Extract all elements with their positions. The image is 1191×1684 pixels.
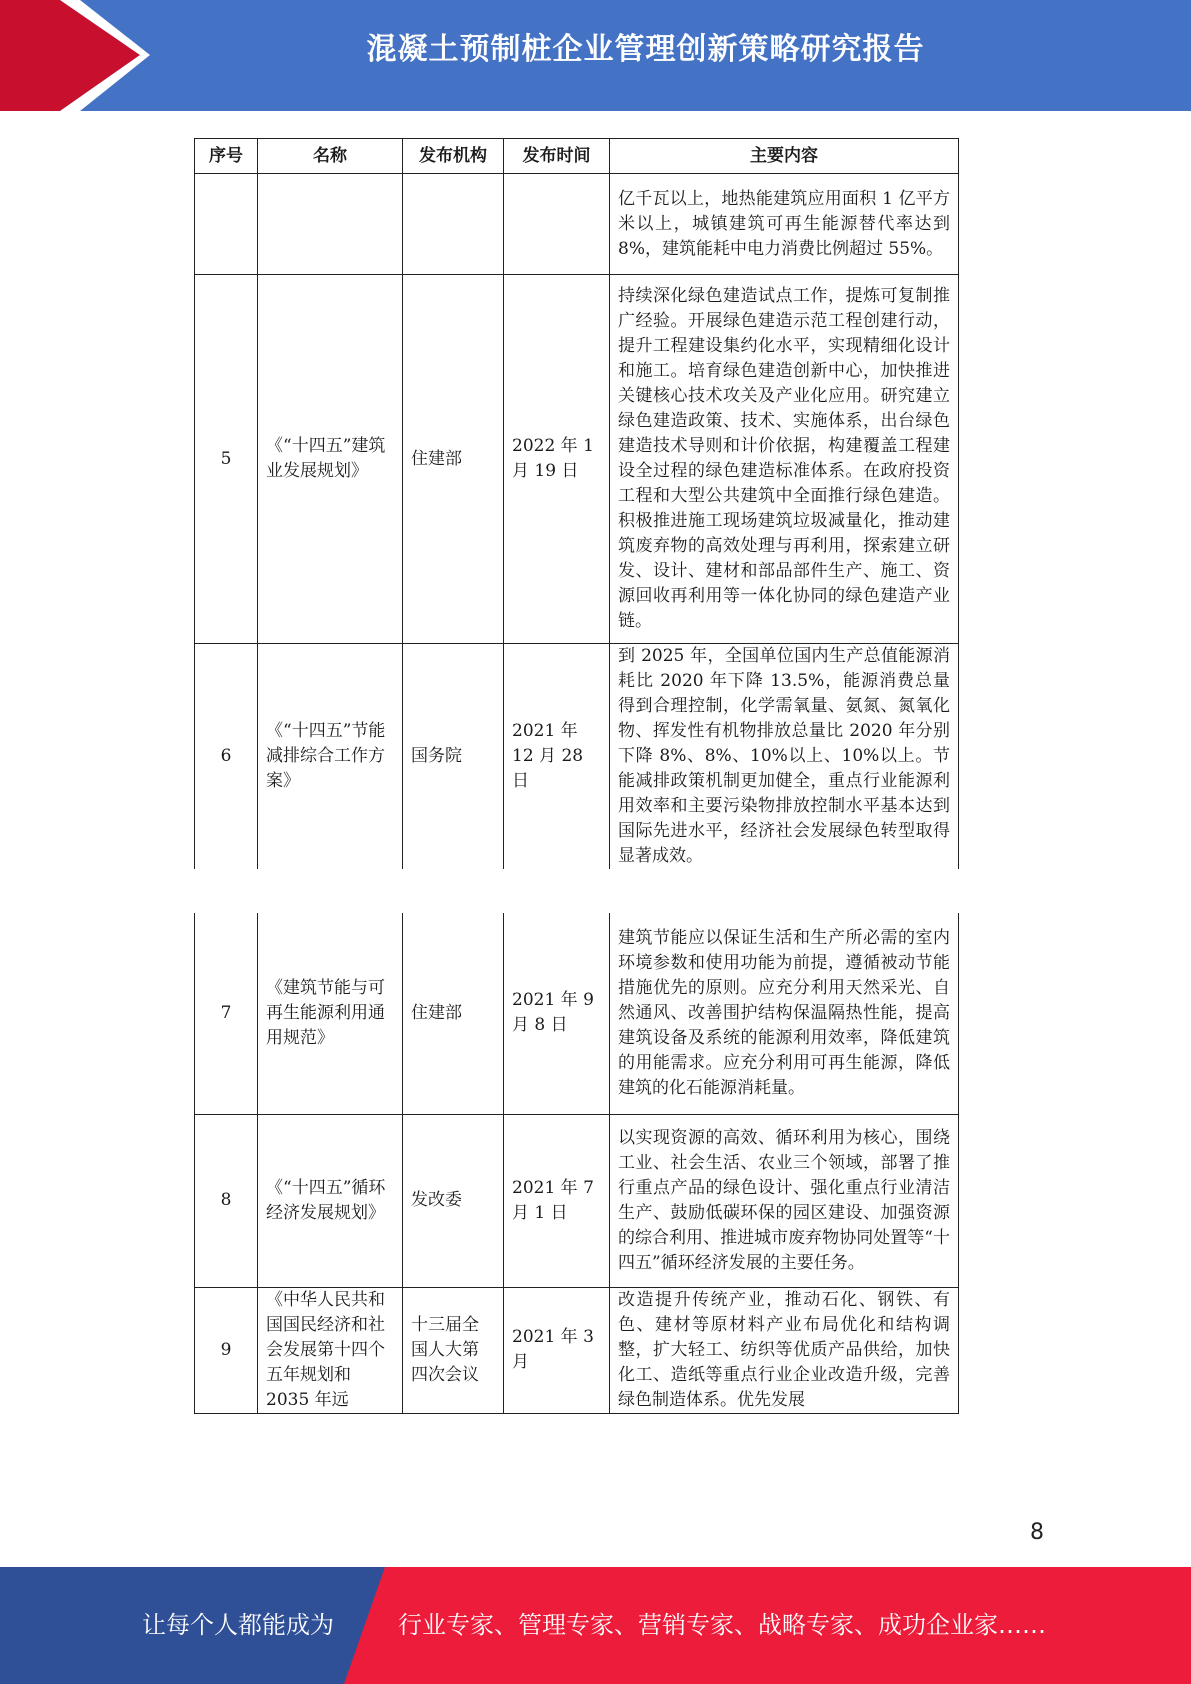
cell-no: 9	[195, 1287, 258, 1413]
cell-no: 5	[195, 275, 258, 644]
cell-content: 亿千瓦以上，地热能建筑应用面积 1 亿平方米以上，城镇建筑可再生能源替代率达到 8%，建筑能耗中电力消费比例超过 55%。	[610, 174, 959, 275]
cell-date: 2022 年 1 月 19 日	[504, 275, 610, 644]
cell-name: 《“十四五”节能减排综合工作方案》	[258, 644, 403, 870]
cell-content: 改造提升传统产业，推动石化、钢铁、有色、建材等原材料产业布局优化和结构调整，扩大轻工、纺织等优质产品供给，加快化工、造纸等重点行业企业改造升级，完善绿色制造体系。优先发展	[610, 1287, 959, 1413]
column-header-date: 发布时间	[504, 139, 610, 174]
cell-name: 《“十四五”建筑业发展规划》	[258, 275, 403, 644]
column-header-name: 名称	[258, 139, 403, 174]
cell-org	[403, 174, 504, 275]
table-header-row	[195, 139, 959, 174]
cell-date: 2021 年 9 月 8 日	[504, 913, 610, 1114]
cell-date	[504, 174, 610, 275]
table-row	[195, 275, 959, 644]
cell-content: 持续深化绿色建造试点工作，提炼可复制推广经验。开展绿色建造示范工程创建行动，提升工程建设集约化水平，实现精细化设计和施工。培育绿色建造创新中心，加快推进关键核心技术攻关及产业化应用。研究建立绿色建造政策、技术、实施体系，出台绿色建造技术导则和计价依据，构建覆盖工程建设全过程的绿色建造标准体系。在政府投资工程和大型公共建筑中全面推行绿色建造。积极推进施工现场建筑垃圾减量化，推动建筑废弃物的高效处理与再利用，探索建立研发、设计、建材和部品部件生产、施工、资源回收再利用等一体化协同的绿色建造产业链。	[610, 275, 959, 644]
table-row	[195, 913, 959, 1114]
cell-content: 到 2025 年，全国单位国内生产总值能源消耗比 2020 年下降 13.5%，能源消费总量得到合理控制，化学需氧量、氨氮、氮氧化物、挥发性有机物排放总量比 2020 年分别下降 8%、8%、10%以上、10%以上。节能减排政策机制更加健全，重点行业能源利用效率和主要污染物排放控制水平基本达到国际先进水平，经济社会发展绿色转型取得显著成效。	[610, 644, 959, 870]
table-row	[195, 174, 959, 275]
cell-date: 2021 年 3 月	[504, 1287, 610, 1413]
page-header	[0, 0, 1191, 111]
cell-org: 发改委	[403, 1114, 504, 1287]
table-row	[195, 1114, 959, 1287]
cell-name: 《“十四五”循环经济发展规划》	[258, 1114, 403, 1287]
cell-date: 2021 年 12 月 28 日	[504, 644, 610, 870]
cell-content: 以实现资源的高效、循环利用为核心，围绕工业、社会生活、农业三个领域，部署了推行重点产品的绿色设计、强化重点行业清洁生产、鼓励低碳环保的园区建设、加强资源的综合利用、推进城市废弃物协同处置等“十四五”循环经济发展的主要任务。	[610, 1114, 959, 1287]
cell-content: 建筑节能应以保证生活和生产所必需的室内环境参数和使用功能为前提，遵循被动节能措施优先的原则。应充分利用天然采光、自然通风、改善围护结构保温隔热性能，提高建筑设备及系统的能源利用效率，降低建筑的用能需求。应充分利用可再生能源，降低建筑的化石能源消耗量。	[610, 913, 959, 1114]
cell-date: 2021 年 7 月 1 日	[504, 1114, 610, 1287]
table-row	[195, 1287, 959, 1413]
footer-slogan-left: 让每个人都能成为	[142, 1611, 334, 1639]
policy-table-part-1	[194, 138, 959, 869]
cell-name: 《建筑节能与可再生能源利用通用规范》	[258, 913, 403, 1114]
cell-name: 《中华人民共和国国民经济和社会发展第十四个五年规划和 2035 年远	[258, 1287, 403, 1413]
table-row	[195, 644, 959, 870]
policy-table-part-2	[194, 913, 959, 1414]
cell-name	[258, 174, 403, 275]
cell-no: 7	[195, 913, 258, 1114]
column-header-org: 发布机构	[403, 139, 504, 174]
column-header-content: 主要内容	[610, 139, 959, 174]
cell-no	[195, 174, 258, 275]
cell-org: 十三届全国人大第四次会议	[403, 1287, 504, 1413]
column-header-no: 序号	[195, 139, 258, 174]
page-number: 8	[1030, 1520, 1044, 1545]
footer-slogan-right: 行业专家、管理专家、营销专家、战略专家、成功企业家……	[398, 1611, 1046, 1639]
cell-org: 住建部	[403, 913, 504, 1114]
cell-no: 8	[195, 1114, 258, 1287]
page-footer	[0, 1567, 1191, 1684]
cell-no: 6	[195, 644, 258, 870]
report-title: 混凝土预制桩企业管理创新策略研究报告	[366, 32, 925, 67]
cell-org: 住建部	[403, 275, 504, 644]
cell-org: 国务院	[403, 644, 504, 870]
